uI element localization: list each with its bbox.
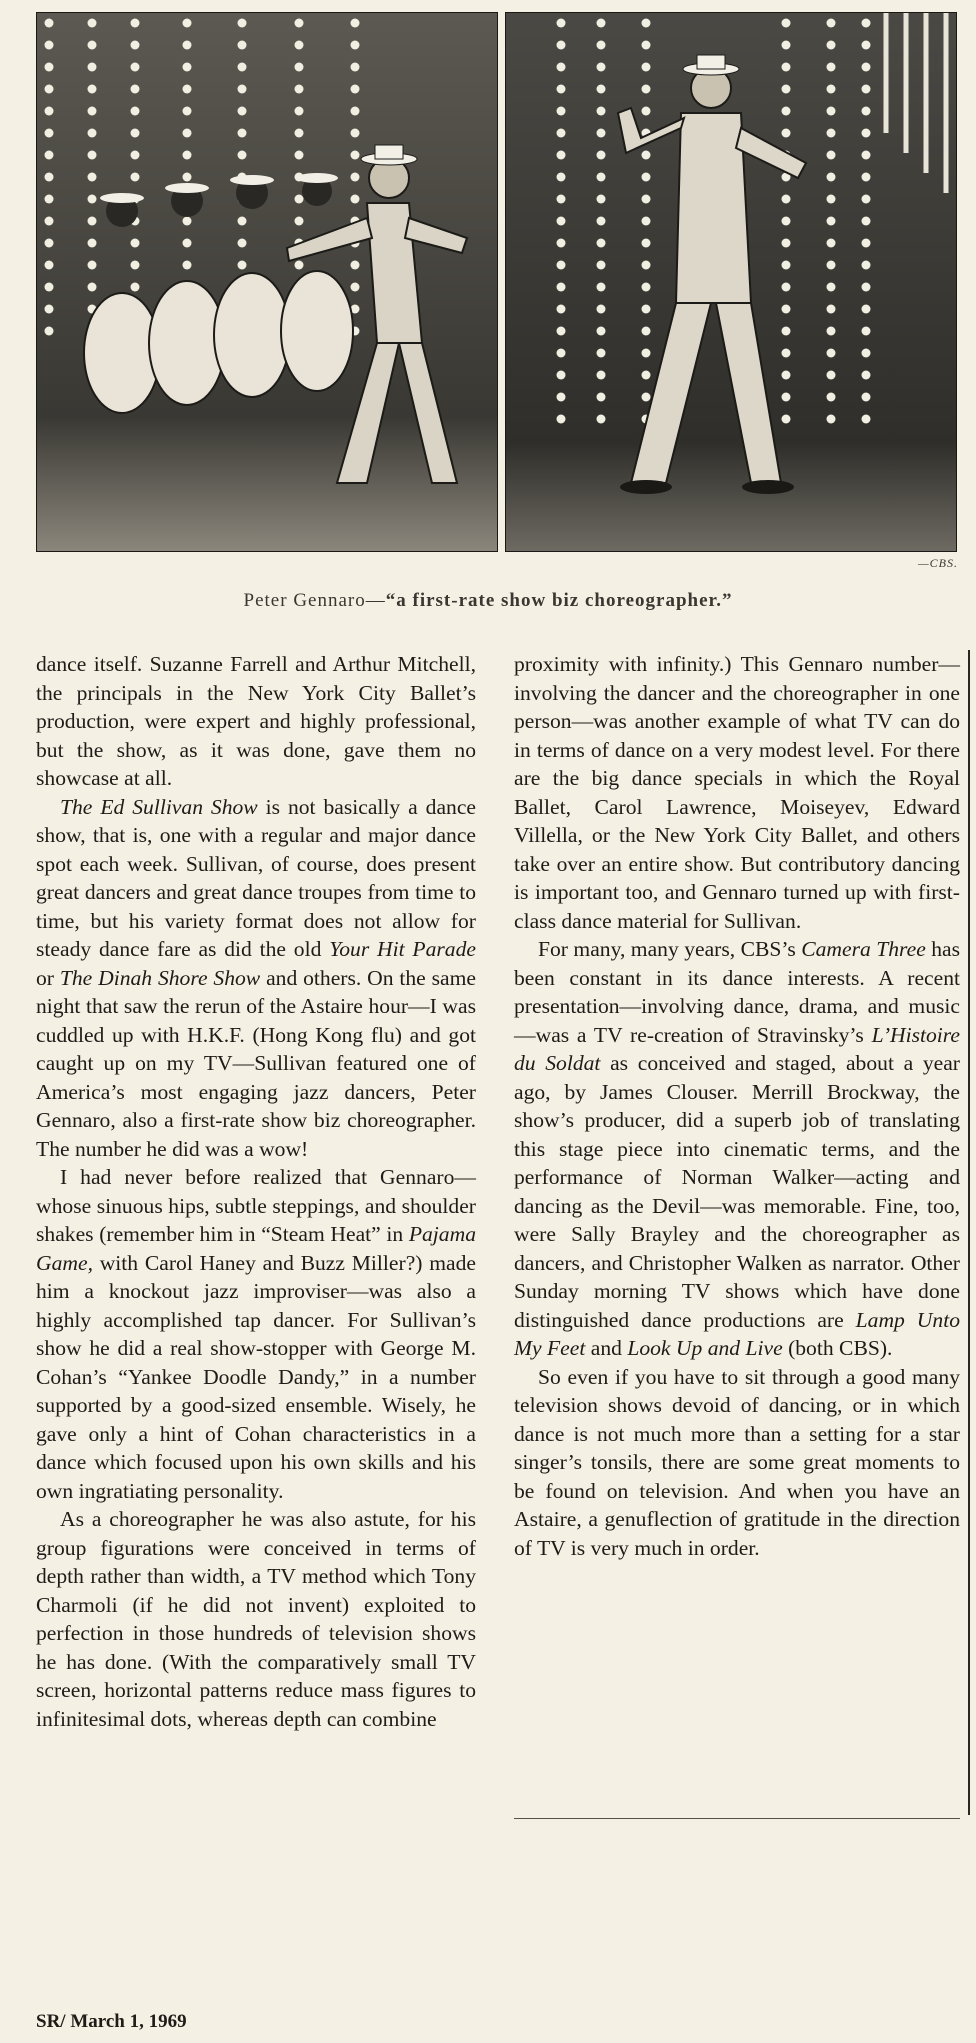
photo-gennaro-with-chorus <box>36 12 498 552</box>
photo-caption <box>0 590 976 612</box>
paragraph: So even if you have to sit through a good many television shows devoid of dancing, or in which dance is not much more than a setting for a star singer’s tonsils, there are some great moments to be found on television. And when you have an Astaire, a genuflection of gratitude in the direction of TV is very much in order. <box>514 1364 960 1560</box>
paragraph: For many, many years, CBS’s Camera Three has been constant in its dance interests. A recent presentation—involving dance, drama, and music—was a TV re-creation of Stravinsky’s L’Histoire du Soldat as conceived and staged, about a year ago, by James Clouser. Merrill Brockway, the show’s producer, did a superb job of translating this stage piece into cinematic terms, and the performance of Norman Walker—acting and dancing as the Devil—was memorable. Fine, too, were Sally Brayley and the choreographer as dancers, and Christopher Walken as narrator. Other Sunday morning TV shows which have done distinguished dance productions are Lamp Unto My Feet and Look Up and Live (both CBS). <box>514 937 960 1360</box>
paragraph: I had never before realized that Gennaro—whose sinuous hips, subtle steppings, and shoulder shakes (remember him in “Steam Heat” in Pajama Game, with Carol Haney and Buzz Miller?) made him a knockout jazz improviser—was also a highly accomplished tap dancer. For Sullivan’s show he did a real show-stopper with George M. Cohan’s “Yankee Doodle Dandy,” in a number supported by a good-sized ensemble. Wisely, he gave only a hint of Cohan characteristics in a dance which focused upon his own skills and his own ingratiating personality. <box>36 1165 476 1503</box>
page-footer: SR/ March 1, 1969 <box>36 2011 187 2032</box>
paragraph: The Ed Sullivan Show is not basically a dance show, that is, one with a regular and major dance spot each week. Sullivan, of course, does present great dancers and great dance troupes from time to time, but his variety format does not allow for steady dance fare as did the old Your Hit Parade or The Dinah Shore Show and others. On the same night that saw the rerun of the Astaire hour—I was cuddled up with H.K.F. (Hong Kong flu) and got caught up on my TV—Sullivan featured one of America’s most engaging jazz dancers, Peter Gennaro, also a first-rate show biz choreographer. The number he did was a wow! <box>36 794 477 1161</box>
paragraph: dance itself. Suzanne Farrell and Arthur Mitchell, the principals in the New York City Ballet’s production, were expert and highly professional, but the show, as it was done, gave them no showcase at all. <box>36 652 476 790</box>
end-rule <box>514 1818 960 1819</box>
paragraph: As a choreographer he was also astute, for his group figurations were conceived in terms of depth rather than width, a TV method which Tony Charmoli (if he did not invent) exploited to perfection in those hundreds of television shows he has done. (With the comparatively small TV screen, horizontal patterns reduce mass figures to infinitesimal dots, whereas depth can combine <box>36 1507 476 1731</box>
caption-quote: “a first-rate show biz choreographer.” <box>385 590 733 611</box>
caption-lead: Peter Gennaro— <box>243 590 386 611</box>
article-column-left <box>36 650 476 1733</box>
article-column-right <box>514 650 960 1562</box>
photo-gennaro-solo <box>505 12 957 552</box>
page-edge <box>968 650 970 1815</box>
photo-credit: —CBS. <box>917 556 958 570</box>
paragraph: proximity with infinity.) This Gennaro number—involving the dancer and the choreographer in one person—was another example of what TV can do in terms of dance on a very modest level. For there are the big dance specials in which the Royal Ballet, Carol Lawrence, Moiseyev, Edward Villella, or the New York City Ballet, and others take over an entire show. But contributory dancing is important too, and Gennaro turned up with first-class dance material for Sullivan. <box>514 652 960 933</box>
